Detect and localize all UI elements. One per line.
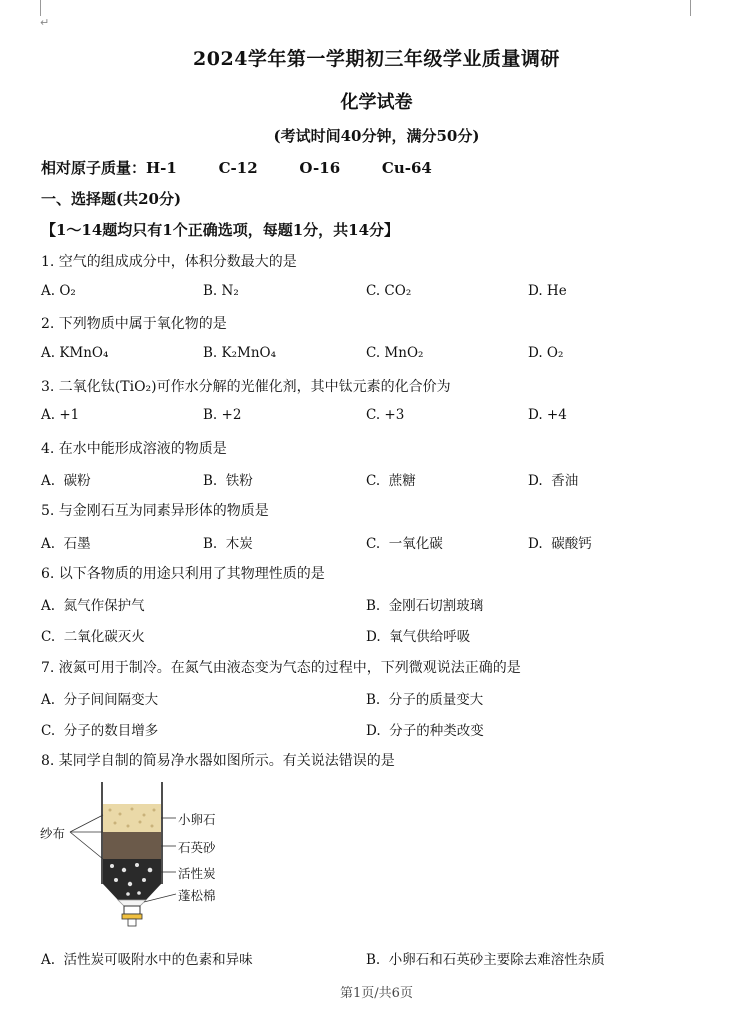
label-gauze: 纱布	[40, 826, 66, 841]
paragraph-mark: ↵	[40, 16, 50, 29]
q2-option-d: D. O₂	[528, 345, 564, 361]
q4-option-c: C. 蔗糖	[366, 473, 416, 489]
q7-option-a: A. 分子间间隔变大	[41, 692, 159, 708]
q3-option-a: A. +1	[41, 407, 80, 423]
crop-mark-right	[690, 0, 691, 16]
q6-option-b: B. 金刚石切割玻璃	[366, 598, 484, 614]
question-6-stem: 6. 以下各物质的用途只利用了其物理性质的是	[41, 566, 325, 582]
q3-option-b: B. +2	[203, 407, 242, 423]
label-pebbles: 小卵石	[178, 812, 216, 827]
question-3-stem: 3. 二氧化钛(TiO₂)可作水分解的光催化剂，其中钛元素的化合价为	[41, 379, 451, 395]
q5-option-b: B. 木炭	[203, 536, 253, 552]
section-instruction: 【1～14题均只有1个正确选项，每题1分，共14分】	[41, 221, 400, 239]
q7-option-d: D. 分子的种类改变	[366, 723, 484, 739]
exam-subject: 化学试卷	[340, 92, 413, 113]
question-1-stem: 1. 空气的组成成分中，体积分数最大的是	[41, 254, 297, 270]
q2-option-b: B. K₂MnO₄	[203, 345, 276, 361]
question-5-stem: 5. 与金刚石互为同素异形体的物质是	[41, 503, 269, 519]
question-7-stem: 7. 液氮可用于制冷。在氮气由液态变为气态的过程中，下列微观说法正确的是	[41, 660, 521, 676]
q2-option-a: A. KMnO₄	[41, 345, 109, 361]
q2-option-c: C. MnO₂	[366, 345, 424, 361]
q7-option-c: C. 分子的数目增多	[41, 723, 159, 739]
outlet-tip	[128, 919, 136, 926]
question-8-stem: 8. 某同学自制的简易净水器如图所示。有关说法错误的是	[41, 753, 395, 769]
q5-option-d: D. 碳酸钙	[528, 536, 592, 552]
q8-option-b: B. 小卵石和石英砂主要除去难溶性杂质	[366, 952, 605, 968]
page-footer: 第1页/共6页	[340, 986, 413, 1001]
q4-option-a: A. 碳粉	[41, 473, 91, 489]
q3-option-d: D. +4	[528, 407, 567, 423]
q5-option-c: C. 一氧化碳	[366, 536, 443, 552]
q3-option-c: C. +3	[366, 407, 405, 423]
outlet-cap	[122, 914, 142, 919]
q1-option-a: A. O₂	[41, 283, 76, 299]
q7-option-b: B. 分子的质量变大	[366, 692, 484, 708]
outlet-neck	[124, 906, 140, 914]
label-quartz-sand: 石英砂	[178, 840, 216, 855]
question-4-stem: 4. 在水中能形成溶液的物质是	[41, 441, 227, 457]
q1-option-d: D. He	[528, 283, 567, 299]
q5-option-a: A. 石墨	[41, 536, 91, 552]
q4-option-b: B. 铁粉	[203, 473, 253, 489]
q8-option-a: A. 活性炭可吸附水中的色素和异味	[41, 952, 253, 968]
quartz-sand-layer	[103, 832, 161, 859]
section-heading: 一、选择题(共20分)	[41, 190, 182, 208]
question-2-stem: 2. 下列物质中属于氧化物的是	[41, 316, 227, 332]
label-activated-carbon: 活性炭	[178, 866, 216, 881]
cotton-layer	[118, 900, 146, 906]
q6-option-c: C. 二氧化碳灭火	[41, 629, 145, 645]
q6-option-d: D. 氧气供给呼吸	[366, 629, 471, 645]
crop-mark-left	[40, 0, 41, 16]
atomic-mass-line: 相对原子质量：H-1 C-12 O-16 Cu-64	[41, 159, 432, 177]
exam-info: (考试时间40分钟，满分50分)	[273, 127, 480, 145]
q6-option-a: A. 氮气作保护气	[41, 598, 145, 614]
q1-option-b: B. N₂	[203, 283, 239, 299]
label-cotton: 蓬松棉	[178, 888, 216, 903]
water-filter-figure	[40, 780, 240, 930]
exam-title: 2024学年第一学期初三年级学业质量调研	[193, 48, 560, 70]
q4-option-d: D. 香油	[528, 473, 579, 489]
q1-option-c: C. CO₂	[366, 283, 412, 299]
